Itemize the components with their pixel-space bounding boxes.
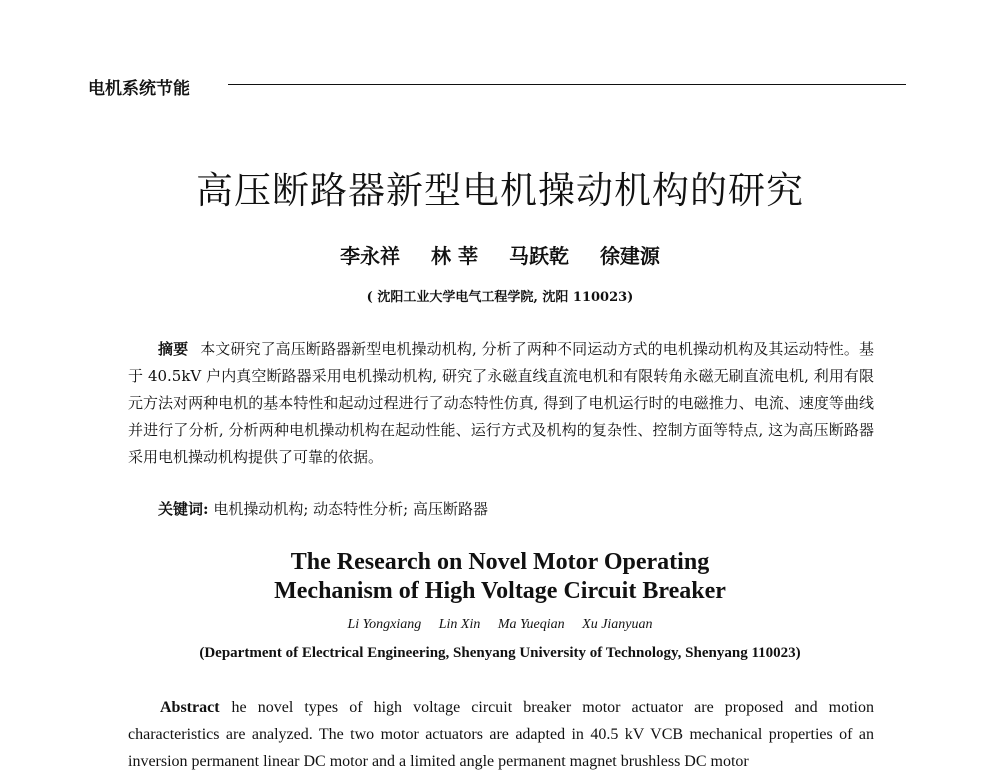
author-cn: 徐建源 [599,244,660,268]
abstract-cn-text: 本文研究了高压断路器新型电机操动机构, 分析了两种不同运动方式的电机操动机构及其运动特性。基于 40.5kV 户内真空断路器采用电机操动机构, 研究了永磁直线直流电机和有限转角永磁无刷直流电机, 利用有限元方法对两种电机的基本特性和起动过程进行了动态特性仿真, 得到了电机运行时的电磁推力、电流、速度等曲线并进行了分析, 分析两种电机操动机构在起动性能、运行方式及机构的复杂性、控制方面等特点, 这为高压断路器采用电机操动机构提供了可靠的依据。 [128,340,874,466]
authors-en [0,617,1000,633]
author-en: Xu Jianyuan [582,617,653,632]
abstract-en-label: Abstract [160,699,220,716]
abstract-cn-label: 摘要 [158,340,189,358]
keywords-cn-label: 关键词: [158,500,209,518]
title-en [0,548,1000,606]
author-cn: 马跃乾 [508,244,569,268]
abstract-cn [128,336,874,471]
author-cn: 李永祥 [340,244,401,268]
title-en-line: Mechanism of High Voltage Circuit Breaker [274,578,726,604]
affiliation-cn: ( 沈阳工业大学电气工程学院, 沈阳 110023) [366,290,634,305]
author-en: Lin Xin [438,617,481,632]
section-header: 电机系统节能 [88,79,190,99]
abstract-en [128,694,874,775]
title-cn: 高压断路器新型电机操动机构的研究 [196,169,804,212]
author-en: Li Yongxiang [347,617,422,632]
header-rule [228,84,906,85]
authors-cn [0,240,1000,269]
title-en-line: The Research on Novel Motor Operating [290,549,710,575]
abstract-en-text: he novel types of high voltage circuit breaker motor actuator are proposed and motion characteristics are analyzed. The two motor actuators are adapted in 40.5 kV VCB mechanical properties of an inversion permanent linear DC motor and a limited angle permanent magnet brushless DC motor [128,699,874,770]
author-cn: 林 莘 [431,244,478,268]
keywords-cn [158,498,488,519]
keywords-cn-text: 电机操动机构; 动态特性分析; 高压断路器 [213,500,488,518]
author-en: Ma Yueqian [497,617,565,632]
affiliation-en: (Department of Electrical Engineering, Shenyang University of Technology, Shenyang 110023) [199,645,801,661]
